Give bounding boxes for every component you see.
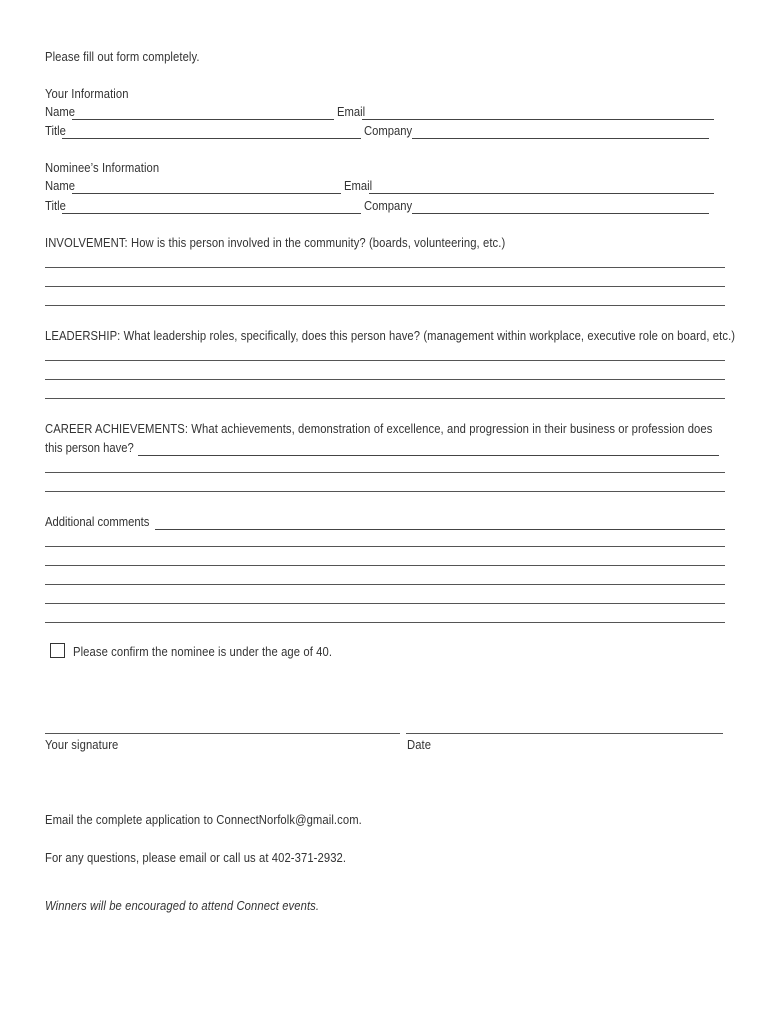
involvement-answer-line[interactable]	[45, 286, 725, 287]
career-question-line2: this person have?	[45, 441, 134, 455]
leadership-answer-line[interactable]	[45, 360, 725, 361]
career-question-line1: CAREER ACHIEVEMENTS: What achievements, demonstration of excellence, and progression in their business or profession does	[45, 422, 713, 436]
nominee-email-field[interactable]	[344, 178, 714, 194]
nominee-info-heading: Nominee’s Information	[45, 161, 160, 175]
date-label: Date	[407, 738, 432, 752]
career-answer-line[interactable]	[45, 472, 725, 473]
involvement-answer-line[interactable]	[45, 305, 725, 306]
nominee-title-field[interactable]	[45, 198, 361, 214]
contact-note: For any questions, please email or call us at 402-371-2932.	[45, 851, 347, 865]
involvement-answer-line[interactable]	[45, 267, 725, 268]
your-email-label: Email	[337, 105, 366, 119]
additional-comments-line[interactable]	[45, 546, 725, 547]
additional-comments-label: Additional comments	[45, 515, 150, 529]
leadership-answer-line[interactable]	[45, 379, 725, 380]
email-instructions: Email the complete application to ConnectNorfolk@gmail.com.	[45, 813, 362, 827]
involvement-question: INVOLVEMENT: How is this person involved in the community? (boards, volunteering, etc.)	[45, 236, 506, 250]
age-confirm-checkbox[interactable]	[50, 643, 65, 658]
leadership-question: LEADERSHIP: What leadership roles, specifically, does this person have? (management within workplace, executive role on board, etc.)	[45, 329, 736, 343]
your-name-label: Name	[45, 105, 76, 119]
nominee-company-field[interactable]	[364, 198, 709, 214]
career-answer-line[interactable]	[45, 491, 725, 492]
nominee-title-label: Title	[45, 199, 66, 213]
additional-comments-line[interactable]	[45, 603, 725, 604]
your-company-field[interactable]	[364, 123, 709, 139]
additional-comments-line[interactable]	[45, 565, 725, 566]
your-title-field[interactable]	[45, 123, 361, 139]
additional-comments-line[interactable]	[45, 622, 725, 623]
nominee-company-label: Company	[364, 199, 413, 213]
signature-label: Your signature	[45, 738, 119, 752]
your-name-field[interactable]	[45, 104, 334, 120]
nominee-name-field[interactable]	[45, 178, 341, 194]
additional-comments-line[interactable]	[45, 584, 725, 585]
your-title-label: Title	[45, 124, 66, 138]
signature-line[interactable]	[45, 733, 400, 734]
your-info-heading: Your Information	[45, 87, 129, 101]
your-email-field[interactable]	[337, 104, 714, 120]
date-line[interactable]	[406, 733, 723, 734]
additional-comments-field[interactable]	[45, 514, 725, 530]
form-instructions: Please fill out form completely.	[45, 50, 200, 64]
leadership-answer-line[interactable]	[45, 398, 725, 399]
nominee-email-label: Email	[344, 179, 373, 193]
winners-note: Winners will be encouraged to attend Connect events.	[45, 899, 320, 913]
age-confirm-label: Please confirm the nominee is under the age of 40.	[73, 645, 333, 659]
career-answer-field[interactable]	[45, 440, 719, 456]
your-company-label: Company	[364, 124, 413, 138]
nominee-name-label: Name	[45, 179, 76, 193]
